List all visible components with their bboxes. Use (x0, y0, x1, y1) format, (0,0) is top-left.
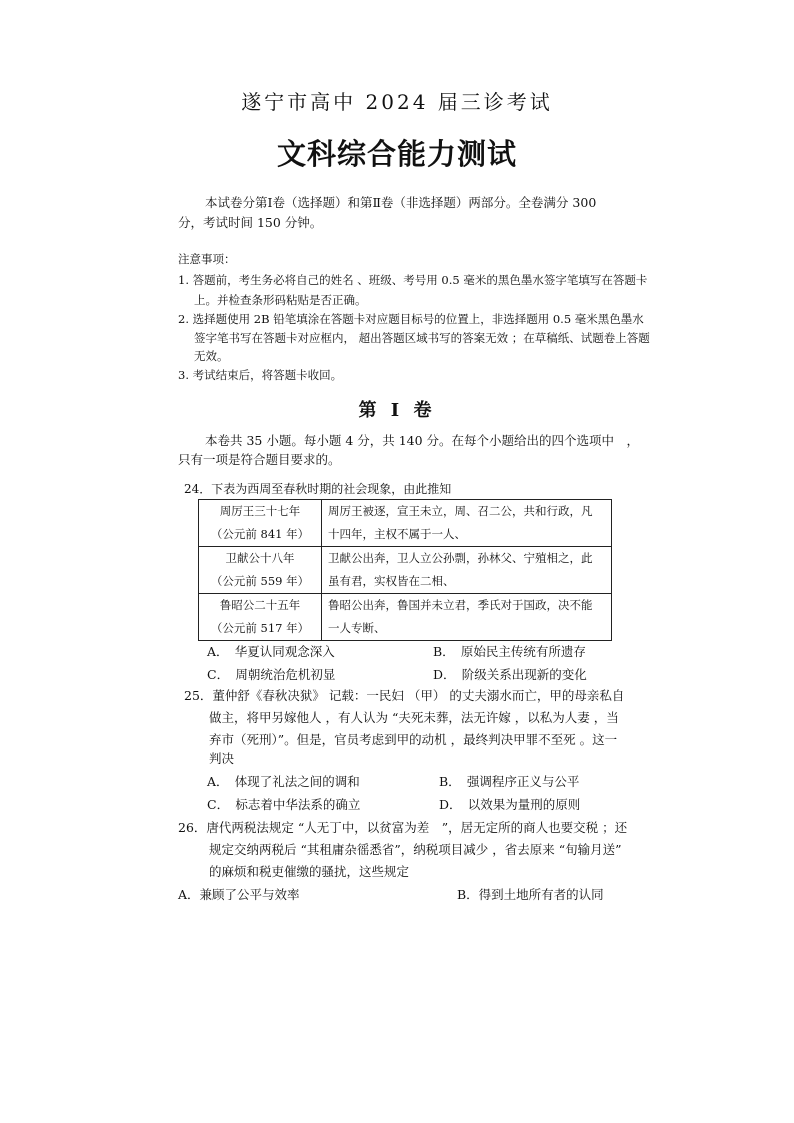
q25-option-c[interactable]: C． 标志着中华法系的确立 (207, 797, 361, 812)
q24-table (198, 499, 612, 641)
note-line: 无效。 (194, 349, 229, 363)
q25-line: 做主，将甲另嫁他人 ，有人认为 “夫死未葬，法无许嫁 ，以私为人妻 ，当 (209, 710, 619, 725)
q24-option-c[interactable]: C． 周朝统治危机初显 (207, 667, 336, 682)
section-desc-line-1: 本卷共 35 小题。每小题 4 分，共 140 分。在每个小题给出的四个选项中 ， (205, 433, 640, 448)
q25-line: 弃市（死刑）”。但是，官员考虑到甲的动机 ，最终判决甲罪不至死 。这一 (209, 732, 618, 747)
q25-line: 25．董仲舒《春秋决狱》 记载：一民妇 （甲） 的丈夫溺水而亡，甲的母亲私自 (184, 688, 625, 703)
note-line: 签字笔书写在答题卡对应框内， 超出答题区域书写的答案无效 ；在草稿纸、试题卷上答题 (194, 331, 650, 345)
table-cell-event: 鲁昭公出奔，鲁国并未立君，季氏对于国政，决不能 一人专断、 (322, 594, 612, 641)
intro-line-2: 分，考试时间 150 分钟。 (178, 215, 323, 230)
table-cell-time: 周厉王三十七年 （公元前 841 年） (199, 500, 322, 547)
q25-line: 判决 (209, 751, 235, 766)
note-line: 3. 考试结束后，将答题卡收回。 (178, 368, 343, 382)
note-line: 1. 答题前，考生务必将自己的姓名 、班级、考号用 0.5 毫米的黑色墨水签字笔填写在答题卡 (178, 273, 648, 287)
note-line: 上。并检查条形码粘贴是否正确。 (194, 293, 367, 307)
q26-line: 的麻烦和税吏催缴的骚扰，这些规定 (209, 864, 410, 879)
section-title: 第 Ⅰ 卷 (358, 400, 436, 421)
table-cell-event: 卫献公出奔，卫人立公孙剽，孙林父、宁殖相之，此 虽有君，实权皆在二相、 (322, 547, 612, 594)
q26-line: 规定交纳两税后 “其租庸杂徭悉省”，纳税项目减少 ，省去原来 “旬输月送” (209, 842, 622, 857)
subject-title: 文科综合能力测试 (276, 137, 517, 171)
q25-option-a[interactable]: A． 体现了礼法之间的调和 (207, 774, 360, 789)
q26-option-a[interactable]: A．兼顾了公平与效率 (178, 887, 300, 902)
q26-option-b[interactable]: B．得到土地所有者的认同 (457, 887, 604, 902)
table-cell-event: 周厉王被逐，宣王未立，周、召二公，共和行政，凡 十四年，主权不属于一人、 (322, 500, 612, 547)
q24-stem: 24．下表为西周至春秋时期的社会现象，由此推知 (184, 482, 452, 496)
notes-heading: 注意事项： (178, 252, 236, 266)
table-row (199, 594, 612, 641)
exam-title: 遂宁市高中 2024 届三诊考试 (241, 90, 553, 114)
table-row (199, 500, 612, 547)
q25-option-d[interactable]: D． 以效果为量刑的原则 (439, 797, 581, 812)
intro-line-1: 本试卷分第Ⅰ卷（选择题）和第Ⅱ卷（非选择题）两部分。全卷满分 300 (205, 195, 597, 210)
q25-option-b[interactable]: B． 强调程序正义与公平 (439, 774, 580, 789)
table-row (199, 547, 612, 594)
table-cell-time: 卫献公十八年 （公元前 559 年） (199, 547, 322, 594)
note-line: 2. 选择题使用 2B 铅笔填涂在答题卡对应题目标号的位置上，非选择题用 0.5 毫米黑色墨水 (178, 312, 644, 326)
table-cell-time: 鲁昭公二十五年 （公元前 517 年） (199, 594, 322, 641)
q24-option-a[interactable]: A． 华夏认同观念深入 (207, 644, 335, 659)
q24-option-d[interactable]: D． 阶级关系出现新的变化 (433, 667, 587, 682)
q24-option-b[interactable]: B． 原始民主传统有所遗存 (433, 644, 586, 659)
q26-line: 26．唐代两税法规定 “人无丁中，以贫富为差 ”，居无定所的商人也要交税 ；还 (178, 820, 628, 835)
section-desc-line-2: 只有一项是符合题目要求的。 (178, 452, 341, 467)
